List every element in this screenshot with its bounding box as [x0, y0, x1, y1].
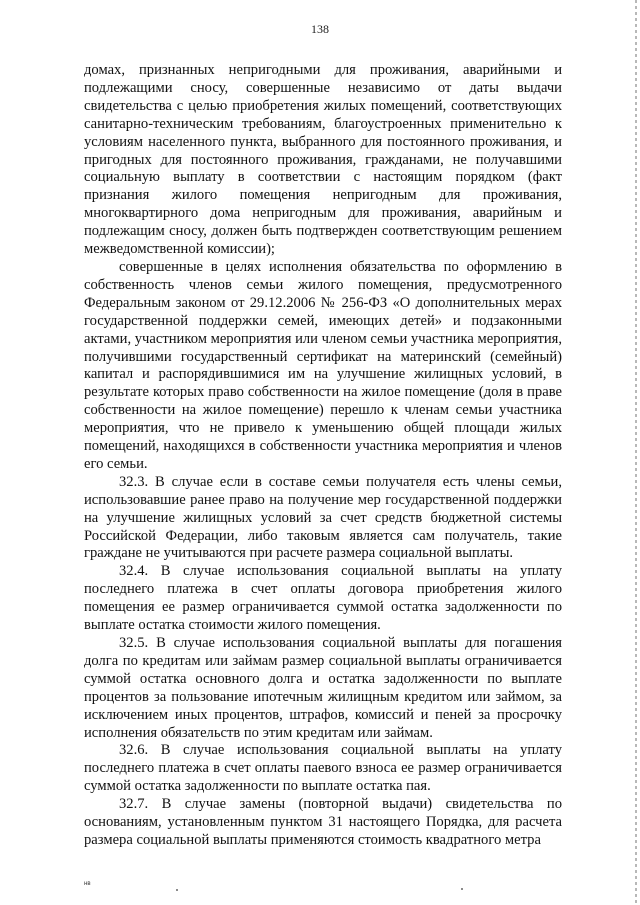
footer-mark: нв: [84, 881, 91, 887]
paragraph-continuation: домах, признанных непригодными для проживания, аварийными и подлежащими сносу, совершенные независимо от даты выдачи свидетельства с целью приобретения жилых помещений, соответствующих санитарно-техническим требованиям, благоустроенных применительно к условиям населенного пункта, выбранного для постоянного проживания, и пригодных для постоянного проживания, гражданами, не получавшими социальную выплату в соответствии с настоящим порядком (факт признания жилого помещения непригодным для проживания, многоквартирного дома непригодным для проживания, аварийным и подлежащим сносу, должен быть подтвержден соответствующим решением межведомственной комиссии);: [84, 62, 562, 258]
paragraph-32-3: 32.3. В случае если в составе семьи получателя есть члены семьи, использовавшие ранее право на получение мер государственной поддержки на улучшение жилищных условий за счет средств бюджетной системы Российской Федерации, либо таковым является сам получатель, такие граждане не учитываются при расчете размера социальной выплаты.: [84, 473, 562, 562]
paragraph-32-5: 32.5. В случае использования социальной выплаты для погашения долга по кредитам или займам размер социальной выплаты ограничивается суммой остатка основного долга и остатка задолженности по выплате процентов за пользование ипотечным жилищным кредитом или займом, за исключением иных процентов, штрафов, комиссий и пеней за просрочку исполнения обязательств по этим кредитам или займам.: [84, 635, 562, 741]
paragraph-32-6: 32.6. В случае использования социальной выплаты на уплату последнего платежа в счет оплаты паевого взноса ее размер ограничивается суммой остатка задолженности по выплате остатка пая.: [84, 742, 562, 795]
paragraph: совершенные в целях исполнения обязательства по оформлению в собственность членов семьи жилого помещения, предусмотренного Федеральным законом от 29.12.2006 № 256-ФЗ «О дополнительных мерах государственной поддержки семей, имеющих детей» и подзаконными актами, участником мероприятия или членом семьи участника мероприятия, получившими государственный сертификат на материнский (семейный) капитал и распорядившимися им на улучшение жилищных условий, в результате которых право собственности на жилое помещение (доля в праве собственности на жилое помещение) перешло к членам семьи участника мероприятия, что не привело к уменьшению общей площади жилых помещений, находящихся в собственности участника мероприятия и членов его семьи.: [84, 258, 562, 472]
document-body: [84, 62, 562, 850]
paragraph-32-7: 32.7. В случае замены (повторной выдачи) свидетельства по основаниям, установленным пунктом 31 настоящего Порядка, для расчета размера социальной выплаты применяются стоимость квадратного метра: [84, 796, 562, 848]
scan-speck: [461, 888, 463, 890]
scan-speck: [176, 889, 178, 891]
page-number: 138: [311, 22, 329, 36]
scan-edge-border: [635, 0, 637, 905]
paragraph-32-4: 32.4. В случае использования социальной выплаты на уплату последнего платежа в счет оплаты договора приобретения жилого помещения ее размер ограничивается суммой остатка задолженности по выплате остатка стоимости жилого помещения.: [84, 563, 562, 634]
